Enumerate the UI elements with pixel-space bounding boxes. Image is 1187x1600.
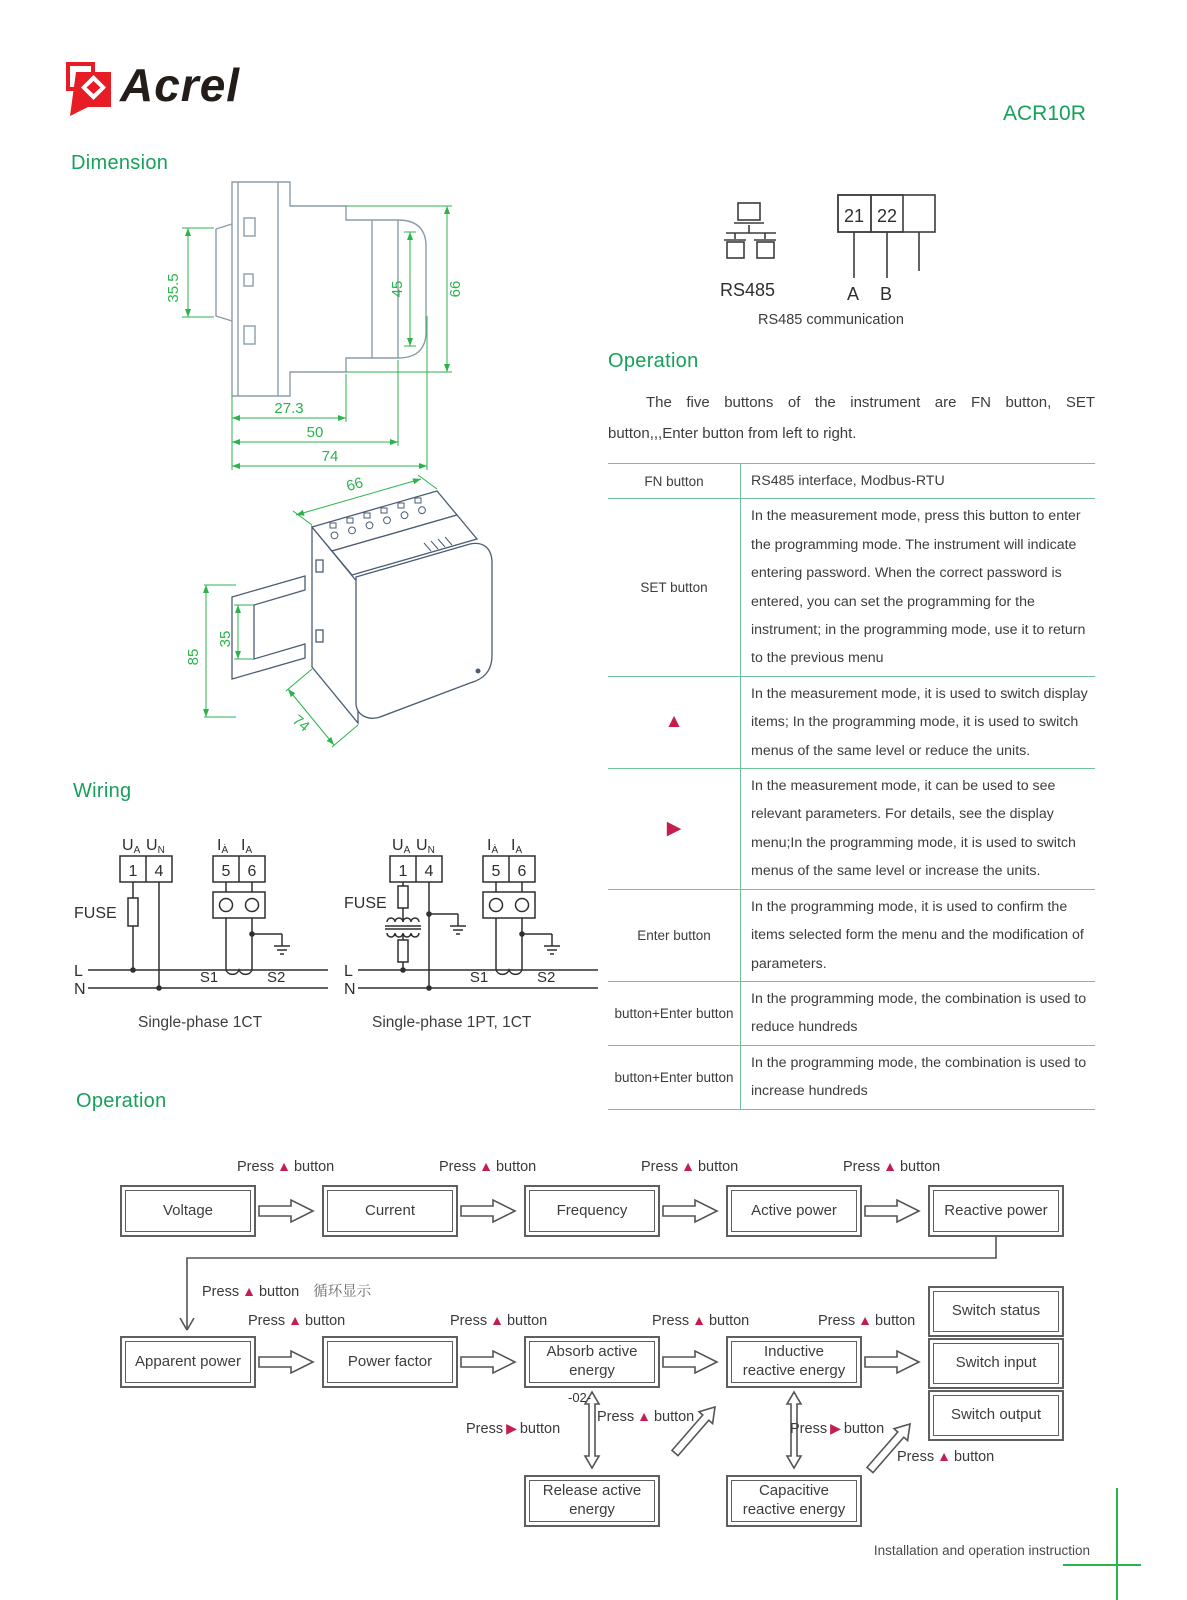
arrow-right-icon [663,1351,717,1373]
flow-box-release-active-energy [524,1475,660,1527]
svg-text:1: 1 [128,863,138,880]
table-row [608,889,1095,981]
intro-line-1: The five buttons of the instrument are FN button, SET [646,394,1095,411]
svg-text:S1: S1 [469,969,489,986]
svg-text:L: L [74,963,83,980]
svg-text:A: A [846,284,860,304]
svg-text:5: 5 [491,863,501,880]
section-heading-wiring: Wiring [73,780,132,802]
arrow-right-icon [865,1351,919,1373]
svg-text:6: 6 [247,863,257,880]
svg-text:N: N [74,981,86,998]
svg-text:UN: UN [146,837,165,856]
svg-text:4: 4 [424,863,434,880]
press-right-button-label: Press ▶ button [790,1420,885,1437]
button-desc-cell: In the measurement mode, press this button to enter the programming mode. The instrument will indicate entering password. When the correct password is entered, you can set the programming for the instrument; in the programming mode, use it to return to the previous menu [751,508,1086,667]
flow-box-label: Switch input [933,1343,1059,1384]
flow-box-frequency [524,1185,660,1237]
press-up-button-label: Press ▲ button [652,1312,750,1329]
flow-box-label: Frequency [529,1190,655,1232]
arrow-right-icon [663,1200,717,1222]
svg-text:27.3: 27.3 [274,400,304,417]
section-heading-dimension: Dimension [71,152,169,174]
svg-text:UA: UA [392,837,411,856]
table-row [608,463,1095,498]
flow-box-apparent-power [120,1336,256,1388]
flow-box-current [322,1185,458,1237]
up-triangle-icon: ▲ [692,1312,706,1328]
crop-mark-vertical [1116,1488,1118,1600]
flow-box-label: Current [327,1190,453,1232]
side-view-drawing [160,166,470,476]
press-up-button-label: Press ▲ button [450,1312,548,1329]
svg-text:22: 22 [876,206,898,226]
rs485-caption: RS485 communication [758,312,904,328]
svg-text:S2: S2 [267,969,286,986]
arrow-right-icon [259,1351,313,1373]
press-up-button-label: Press ▲ button [597,1408,695,1425]
flow-box-label: Capacitive reactive energy [731,1480,857,1522]
button-name-cell: button+Enter button [608,982,741,1045]
right-triangle-icon: ▶ [608,769,741,889]
product-code: ACR10R [1003,102,1086,125]
iso-view-drawing [140,465,520,775]
crop-mark-horizontal [1063,1564,1141,1566]
press-up-button-label: Press ▲ button [641,1158,739,1175]
svg-text:B: B [879,284,893,304]
flow-box-label: Voltage [125,1190,251,1232]
svg-text:FUSE: FUSE [74,905,117,922]
svg-text:1: 1 [398,863,408,880]
flow-box-label: Apparent power [125,1341,251,1383]
arrow-right-icon [865,1200,919,1222]
press-up-button-label: Press ▲ button [237,1158,335,1175]
svg-text:IȦ: IȦ [487,837,499,856]
flow-box-label: Reactive power [933,1190,1059,1232]
flow-box-voltage [120,1185,256,1237]
button-name-cell: button+Enter button [608,1046,741,1109]
up-triangle-icon: ▲ [242,1283,256,1299]
acrel-logo-icon [64,60,118,118]
svg-text:UN: UN [416,837,435,856]
up-triangle-icon: ▲ [858,1312,872,1328]
button-name-cell: Enter button [608,890,741,981]
flow-box-switch-output [928,1390,1064,1441]
svg-text:RS485: RS485 [720,280,776,300]
arrow-right-icon [461,1351,515,1373]
svg-text:S2: S2 [537,969,556,986]
flow-box-label: Inductive reactive energy [731,1341,857,1383]
flow-box-label: Active power [731,1190,857,1232]
press-up-button-label: Press ▲ button [439,1158,537,1175]
up-triangle-icon: ▲ [883,1158,897,1174]
flow-box-label: Release active energy [529,1480,655,1522]
button-function-table [608,463,1095,1110]
right-triangle-icon: ▶ [506,1420,517,1436]
button-desc-cell: In the measurement mode, it is used to switch display items; In the programming mode, it is used to switch menus of the same level or reduce the units. [751,685,1088,759]
display-code-label: -02- [568,1390,592,1405]
svg-text:IA: IA [511,837,523,856]
svg-text:IA: IA [241,837,253,856]
flow-box-switch-input [928,1338,1064,1389]
svg-text:21: 21 [843,206,865,226]
press-up-button-label: Press ▲ button [818,1312,916,1329]
flow-box-label: Switch output [933,1395,1059,1436]
up-triangle-icon: ▲ [479,1158,493,1174]
section-heading-operation-bottom: Operation [76,1090,167,1112]
svg-text:FUSE: FUSE [344,895,387,912]
brand-wordmark: Acrel [120,59,241,111]
button-desc-cell: In the programming mode, it is used to confirm the items selected form the menu and the modification of parameters. [751,898,1084,972]
up-triangle-icon: ▲ [608,677,741,768]
wiring-diagram-1ct [70,822,335,1007]
table-row [608,981,1095,1045]
flow-box-absorb-active-energy [524,1336,660,1388]
button-desc-cell: In the programming mode, the combination is used to reduce hundreds [751,990,1087,1036]
flow-box-active-power [726,1185,862,1237]
svg-text:N: N [344,981,356,998]
svg-text:35.5: 35.5 [165,273,182,303]
footer-note: Installation and operation instruction [873,1543,1090,1558]
press-up-button-label-cycle: Press ▲ button 循环显示 [202,1283,372,1300]
press-right-button-label: Press ▶ button [466,1420,561,1437]
flow-box-reactive-power [928,1185,1064,1237]
flow-box-inductive-reactive-energy [726,1336,862,1388]
press-up-button-label: Press ▲ button [248,1312,346,1329]
svg-text:50: 50 [306,424,324,441]
wiring-caption-1pt-1ct: Single-phase 1PT, 1CT [372,1014,532,1031]
svg-text:6: 6 [517,863,527,880]
svg-text:35: 35 [217,630,234,648]
svg-text:66: 66 [447,280,464,298]
flow-box-power-factor [322,1336,458,1388]
up-triangle-icon: ▲ [288,1312,302,1328]
section-heading-operation-top: Operation [608,350,699,372]
rs485-diagram [690,183,960,328]
svg-text:85: 85 [185,648,202,666]
up-triangle-icon: ▲ [277,1158,291,1174]
button-name-cell: FN button [608,464,741,498]
button-desc-cell: RS485 interface, Modbus-RTU [751,473,945,489]
table-row [608,768,1095,889]
table-row [608,498,1095,675]
press-up-button-label: Press ▲ button [843,1158,941,1175]
svg-text:4: 4 [154,863,164,880]
cycle-display-note: 循环显示 [313,1284,372,1300]
intro-line-2: button,,,Enter button from left to right. [608,424,857,442]
up-triangle-icon: ▲ [490,1312,504,1328]
wiring-diagram-1pt-1ct [340,822,605,1007]
svg-text:5: 5 [221,863,231,880]
flow-box-capacitive-reactive-energy [726,1475,862,1527]
flow-box-label: Switch status [933,1291,1059,1332]
operation-intro [608,388,1095,450]
wiring-caption-1ct: Single-phase 1CT [138,1014,263,1031]
svg-text:S1: S1 [199,969,219,986]
button-desc-cell: In the measurement mode, it can be used to see relevant parameters. For details, see the display menu;In the programming mode, it is used to switch menus of the same level or increase the units. [751,778,1076,880]
up-triangle-icon: ▲ [937,1448,951,1464]
flow-box-label: Absorb active energy [529,1341,655,1383]
svg-text:L: L [344,963,353,980]
rs485-network-icon [724,203,776,258]
right-triangle-icon: ▶ [830,1420,841,1436]
button-desc-cell: In the programming mode, the combination is used to increase hundreds [751,1054,1087,1100]
button-name-cell: SET button [608,499,741,675]
svg-text:IȦ: IȦ [217,837,229,856]
arrow-right-icon [461,1200,515,1222]
svg-text:UA: UA [122,837,141,856]
svg-text:45: 45 [389,280,406,298]
svg-text:74: 74 [289,711,313,736]
table-row [608,676,1095,768]
svg-text:74: 74 [321,448,339,465]
up-triangle-icon: ▲ [637,1408,651,1424]
up-triangle-icon: ▲ [681,1158,695,1174]
arrow-right-icon [259,1200,313,1222]
svg-text:66: 66 [344,474,366,496]
press-up-button-label: Press ▲ button [897,1448,995,1465]
flow-box-switch-status [928,1286,1064,1337]
flow-box-label: Power factor [327,1341,453,1383]
table-row [608,1045,1095,1109]
